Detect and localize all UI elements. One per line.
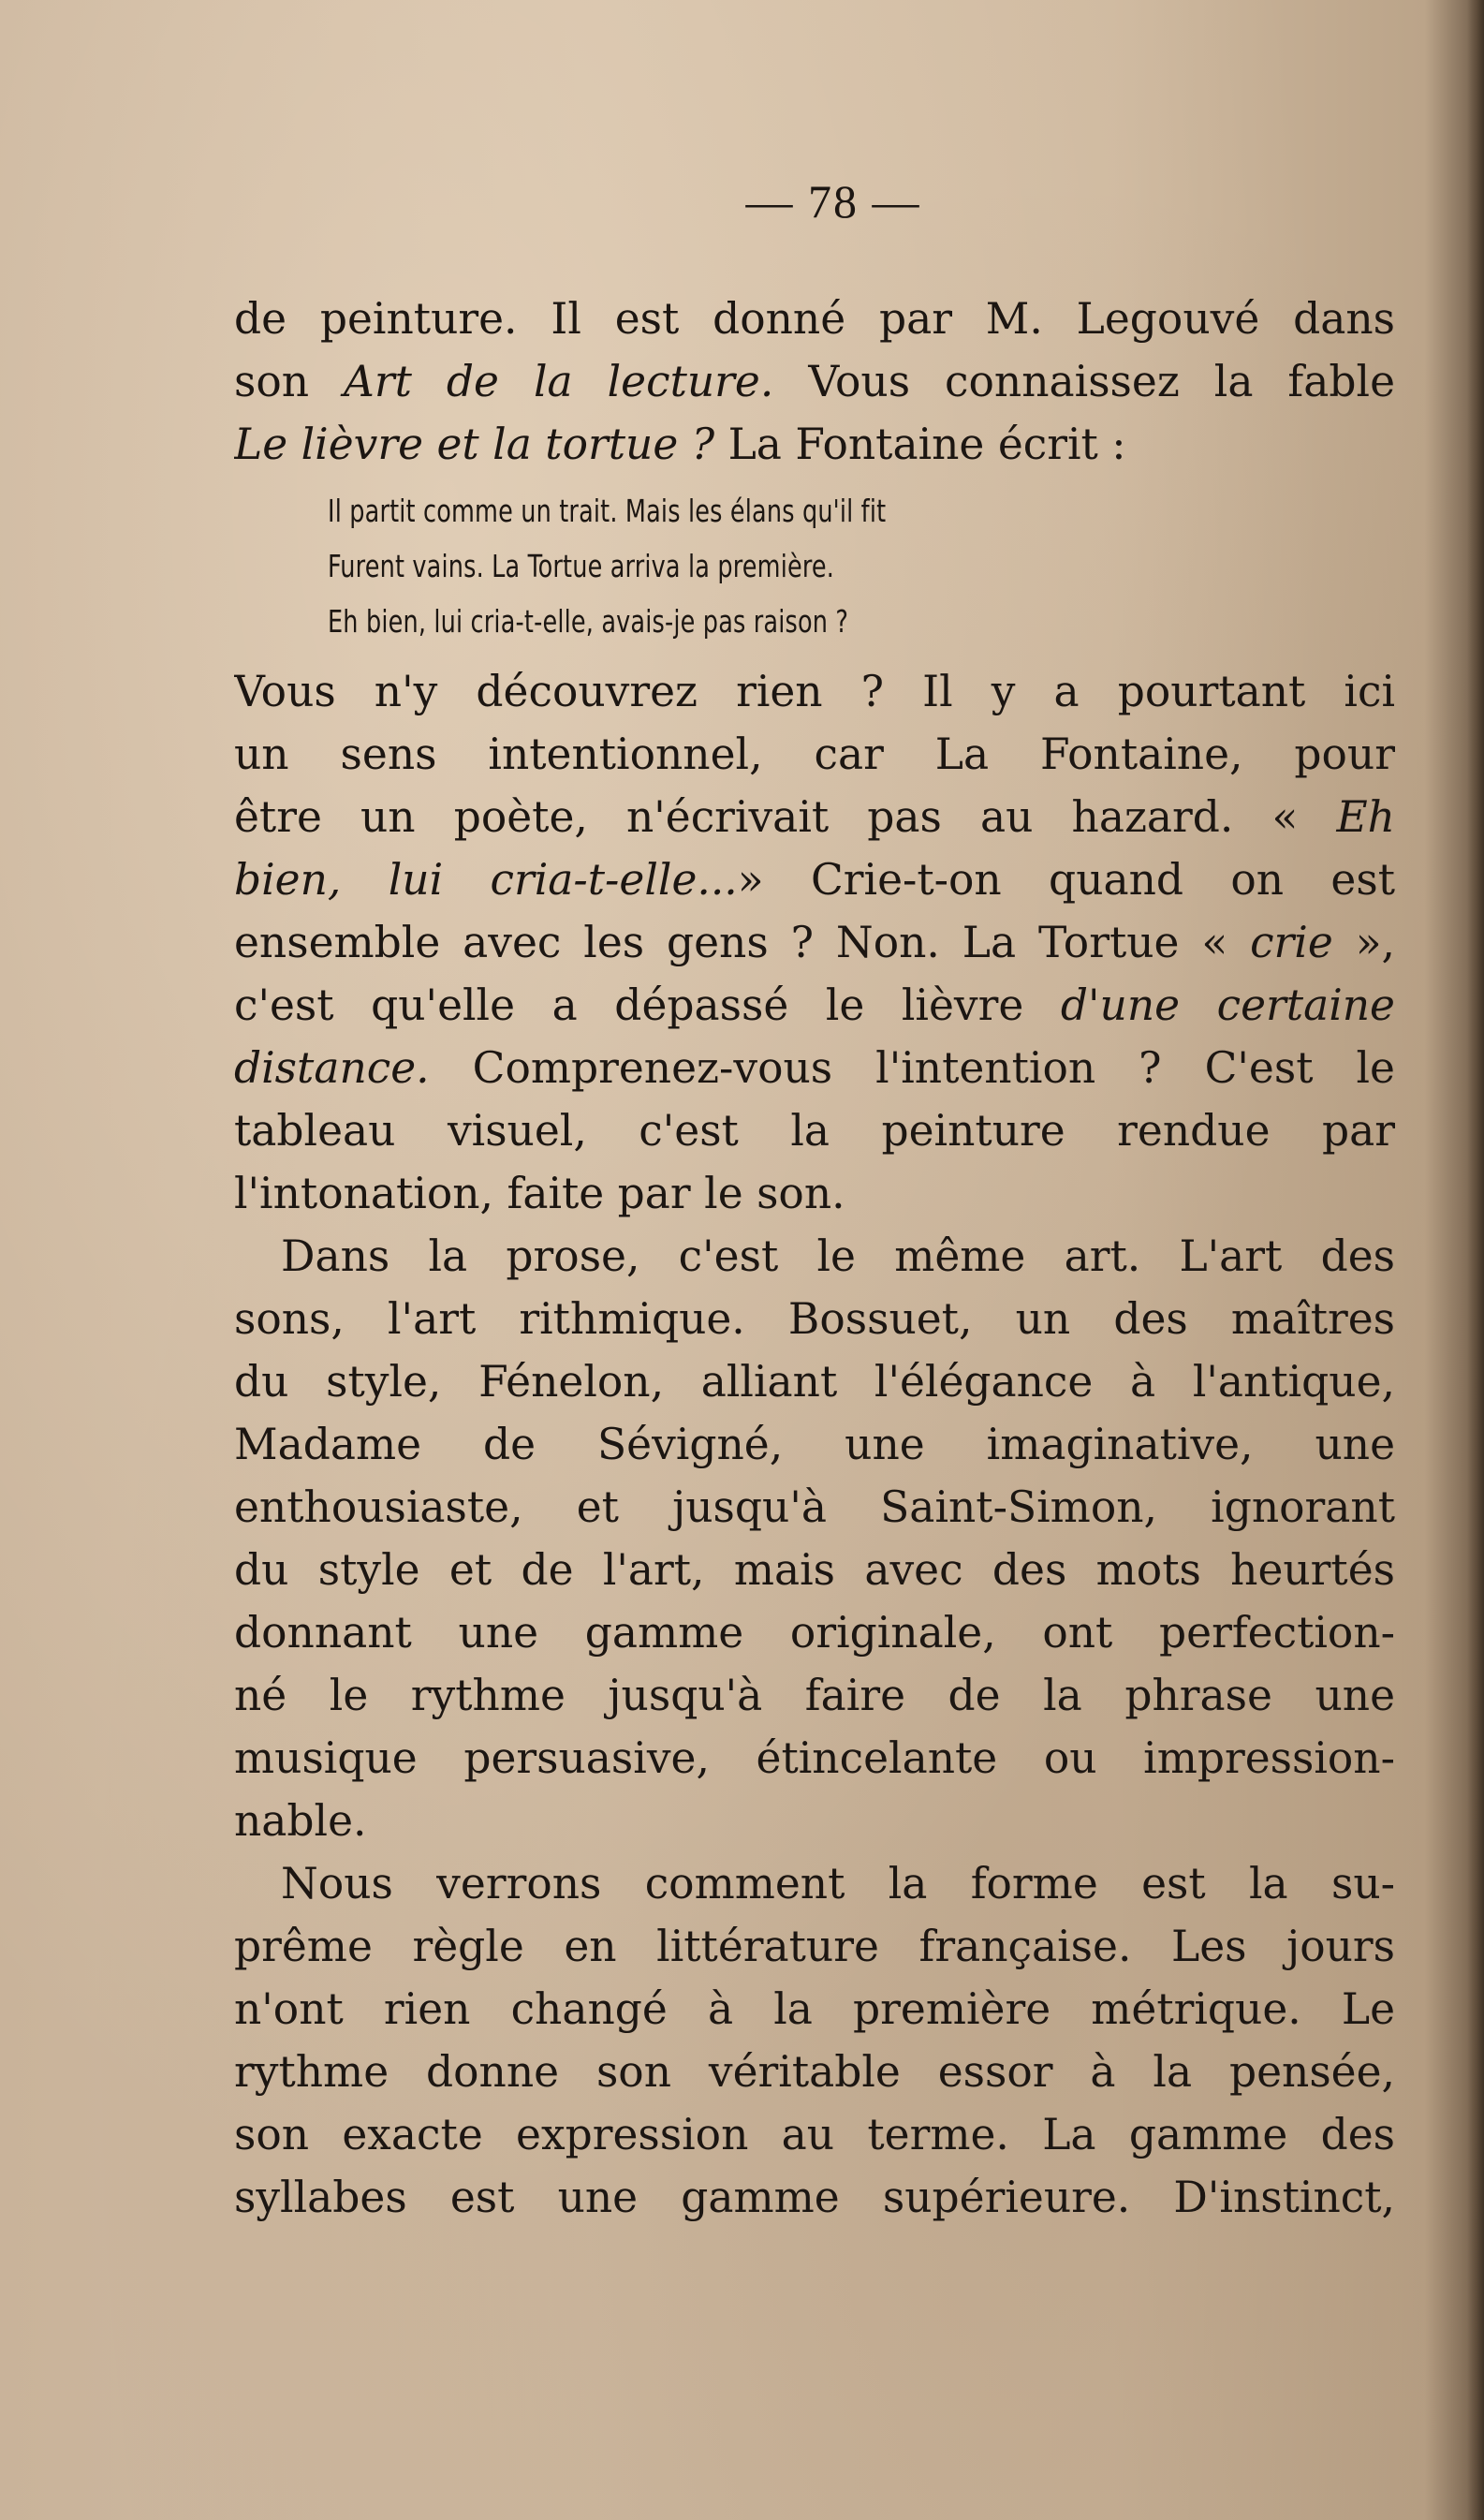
page-edge-shadow bbox=[1467, 0, 1484, 2520]
text-line: né le rythme jusqu'à faire de la phrase une bbox=[234, 1671, 1395, 1720]
emphasis-italic: d'une certaine bbox=[1060, 980, 1395, 1030]
text-line: nable. bbox=[234, 1796, 367, 1846]
text-line bbox=[234, 1037, 1395, 1099]
verse-line: Furent vains. La Tortue arriva la première. bbox=[328, 548, 835, 584]
fable-title-italic: Le lièvre et la tortue ? bbox=[234, 420, 715, 469]
quote-italic: bien, lui cria-t-elle... bbox=[234, 855, 738, 905]
verse-line: Il partit comme un trait. Mais les élans qu'il fit bbox=[328, 493, 887, 529]
text-line: sons, l'art rithmique. Bossuet, un des maîtres bbox=[234, 1294, 1395, 1344]
text-run: être un poète, n'écrivait pas au hazard. « bbox=[234, 792, 1337, 842]
verse-line: Eh bien, lui cria-t-elle, avais-je pas raison ? bbox=[328, 603, 849, 640]
page-text-block bbox=[234, 173, 1395, 2229]
text-run: son bbox=[234, 357, 345, 406]
verse-quotation bbox=[328, 483, 1395, 649]
text-line: Nous verrons comment la forme est la su- bbox=[281, 1859, 1395, 1908]
text-line: Vous n'y découvrez rien ? Il y a pourtant ici bbox=[234, 667, 1395, 716]
text-run: » Crie-t-on quand on est bbox=[737, 855, 1395, 905]
text-run: La Fontaine écrit : bbox=[714, 420, 1126, 469]
text-line bbox=[234, 911, 1395, 974]
text-line: du style, Fénelon, alliant l'élégance à l'antique, bbox=[234, 1357, 1395, 1407]
text-run: c'est qu'elle a dépassé le lièvre bbox=[234, 980, 1061, 1030]
book-title-italic: Art de la lecture. bbox=[344, 357, 774, 406]
prose-paragraph bbox=[234, 1225, 1395, 1852]
quote-italic: crie bbox=[1250, 918, 1333, 967]
text-line: enthousiaste, et jusqu'à Saint-Simon, ignorant bbox=[234, 1482, 1395, 1532]
commentary-paragraph bbox=[234, 660, 1395, 1225]
text-line: son exacte expression au terme. La gamme des bbox=[234, 2110, 1395, 2159]
text-line: de peinture. Il est donné par M. Legouvé dans bbox=[234, 294, 1395, 344]
page-number: — 78 — bbox=[745, 175, 921, 228]
text-run: Vous connaissez la fable bbox=[773, 357, 1395, 406]
text-line: donnant une gamme originale, ont perfection- bbox=[234, 1608, 1395, 1658]
text-run: ensemble avec les gens ? Non. La Tortue « bbox=[234, 918, 1251, 967]
text-line bbox=[234, 974, 1395, 1037]
text-line bbox=[234, 413, 1395, 476]
text-line: l'intonation, faite par le son. bbox=[234, 1169, 845, 1218]
closing-paragraph bbox=[234, 1852, 1395, 2229]
quote-italic: Eh bbox=[1336, 792, 1395, 842]
text-line: Madame de Sévigné, une imaginative, une bbox=[234, 1420, 1395, 1469]
opening-paragraph bbox=[234, 287, 1395, 476]
text-line: du style et de l'art, mais avec des mots heurtés bbox=[234, 1545, 1395, 1595]
text-line: rythme donne son véritable essor à la pensée, bbox=[234, 2047, 1395, 2097]
text-line: tableau visuel, c'est la peinture rendue par bbox=[234, 1106, 1395, 1156]
text-line: Dans la prose, c'est le même art. L'art des bbox=[281, 1231, 1395, 1281]
text-line: musique persuasive, étincelante ou impression- bbox=[234, 1733, 1395, 1783]
text-line: syllabes est une gamme supérieure. D'instinct, bbox=[234, 2173, 1395, 2222]
text-line bbox=[234, 786, 1395, 848]
text-run: », bbox=[1332, 918, 1395, 967]
text-line: n'ont rien changé à la première métrique. Le bbox=[234, 1984, 1395, 2034]
text-line bbox=[234, 848, 1395, 911]
text-line bbox=[234, 350, 1395, 413]
text-line: un sens intentionnel, car La Fontaine, pour bbox=[234, 729, 1395, 779]
emphasis-italic: distance. bbox=[234, 1043, 430, 1093]
text-run: Comprenez-vous l'intention ? C'est le bbox=[429, 1043, 1395, 1093]
text-line: prême règle en littérature française. Les jours bbox=[234, 1922, 1395, 1971]
